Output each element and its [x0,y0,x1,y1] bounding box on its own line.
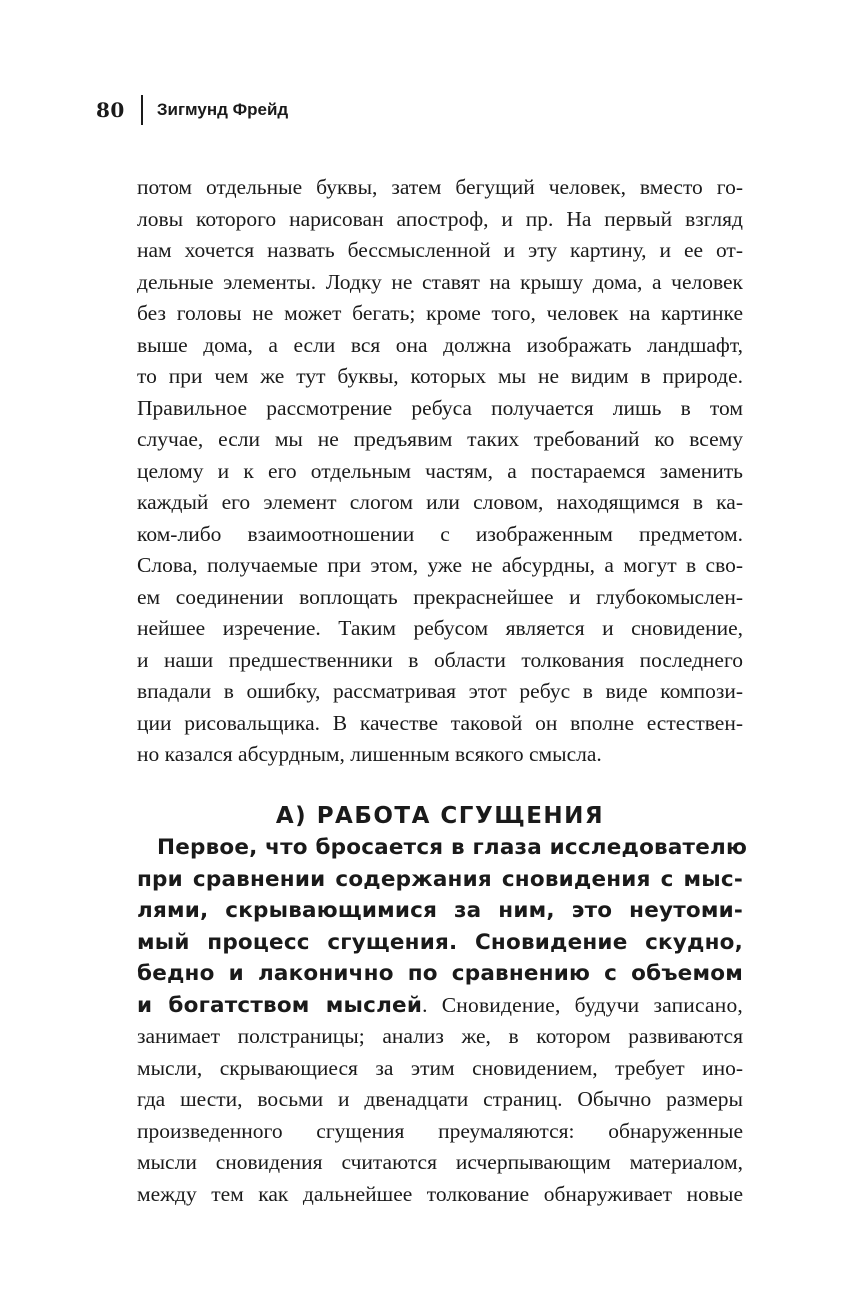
text-line: произведенного сгущения преумаляются: обнаруженные [137,1118,743,1143]
text-line: потом отдельные буквы, затем бегущий человек, вместо го- [137,175,743,199]
text-line: ловы которого нарисован апостроф, и пр. На первый взгляд [137,206,743,231]
text-line: выше дома, а если вся она должна изображать ландшафт, [137,332,743,357]
text-line: мысли сновидения считаются исчерпывающим материалом, [137,1150,743,1174]
regular-fragment: . Сновидение, будучи записано, [422,992,743,1017]
text-line: впадали в ошибку, рассматривая этот ребус в виде компози- [137,679,743,703]
text-line: между тем как дальнейшее толкование обнаруживает новые [137,1181,743,1206]
text-line: то при чем же тут буквы, которых мы не видим в природе. [137,364,743,388]
bold-lead-paragraph [137,832,748,1021]
section-heading: А) РАБОТА СГУЩЕНИЯ [275,803,605,829]
running-head: Зигмунд Фрейд [156,100,289,119]
body-paragraph [137,172,743,771]
text-line: ем соединении воплощать прекраснейшее и глубокомыслен- [137,584,743,609]
mixed-text-line [137,990,743,1022]
page-header [96,96,288,124]
text-line: мысли, скрывающиеся за этим сновидением, требует ино- [137,1055,743,1080]
text-line: целому и к его отдельным частям, а постараемся заменить [137,458,743,483]
bold-text-line: лями, скрывающимися за ним, это неутоми- [137,898,743,923]
bold-text-line: Первое, что бросается в глаза исследователю [157,835,748,860]
bold-text-line: бедно и лаконично по сравнению с объемом [137,961,743,986]
text-line: нам хочется назвать бессмысленной и эту картину, и ее от- [137,238,743,262]
bold-text-line: при сравнении содержания сновидения с мыс- [137,866,743,892]
text-line: дельные элементы. Лодку не ставят на крышу дома, а человек [137,269,743,294]
text-line: и наши предшественники в области толкования последнего [137,647,743,672]
text-line: каждый его элемент слогом или словом, находящимся в ка- [137,490,743,514]
text-line: без головы не может бегать; кроме того, человек на картинке [137,301,743,325]
header-divider [141,95,143,125]
text-line: ком-либо взаимоотношении с изображенным предметом. [137,521,743,546]
section-paragraph [137,1021,743,1210]
page-number: 80 [96,98,125,122]
text-line: гда шести, восьми и двенадцати страниц. Обычно размеры [137,1087,743,1111]
text-line: Слова, получаемые при этом, уже не абсурдны, а могут в сво- [137,553,743,577]
text-line: Правильное рассмотрение ребуса получается лишь в том [137,395,743,420]
bold-text-line: мый процесс сгущения. Сновидение скудно, [137,929,743,955]
bold-fragment: и богатством мыслей [137,992,423,1018]
text-line: занимает полстраницы; анализ же, в котором развиваются [137,1024,743,1048]
text-line: нейшее изречение. Таким ребусом является и сновидение, [137,616,743,640]
text-line: случае, если мы не предъявим таких требований ко всему [137,427,743,451]
text-line: но казался абсурдным, лишенным всякого смысла. [137,742,602,766]
text-line: ции рисовальщика. В качестве таковой он вполне естествен- [137,710,743,735]
